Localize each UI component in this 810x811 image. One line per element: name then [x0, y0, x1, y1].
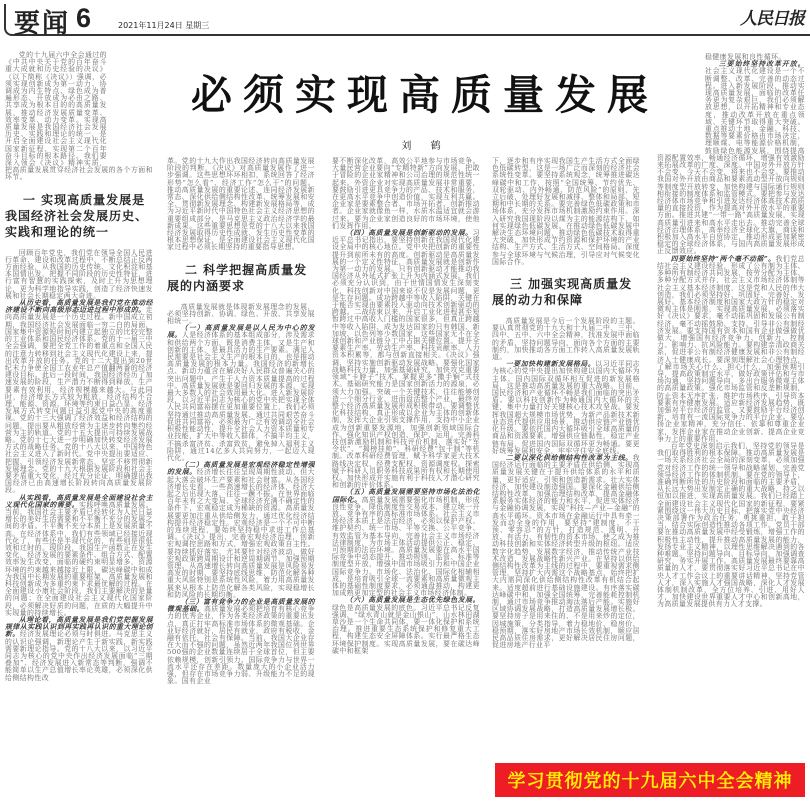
paragraph-lead: （四）高质量发展是创新驱动的发展。	[345, 229, 473, 238]
paragraph-lead: 从实践看，高质量发展是全面建设社会主义现代化国家的需要。	[5, 493, 153, 509]
paragraph-text: 党的十九届六中全会通过的《中共中央关于党的百年奋斗重大成就和历史经验的决议》（以下简称《决议》）强调，必须实现创新成为第一动力、协调成为内生特点、绿色成为普遍形态、开放成为必由之路、共享成为根本目的的高质量发展，推动经济发展质量变革、效率变革、动力变革。实现高质量发展是我国经济社会发展历史、实践和理论的统一，是开启全面建设社会主义现代化国家新征程、实现第二个百年奋斗目标的根本路径。我们要深入领会《决议》精神实质，把高质量发展贯穿经济社会发展的各个方面和环节。	[5, 51, 153, 182]
section-name: 要闻	[14, 9, 71, 39]
paragraph	[5, 250, 153, 300]
paragraph-text: 高质量发展是今后一个发展阶段的主题。要认真贯彻党的十九大和十九届二中、三中、四中、五中、六中全会精神，找准发展中面临的矛盾，坚持问题导向，面向各个方面的主要制约，加快推动各方面工作转入高质量发展轨道。	[492, 317, 640, 362]
topic-banner-text: 学习贯彻党的十九届六中全会精神	[507, 771, 793, 792]
paragraph-text: 下，逐步和有序实现我国生产生活方式全面绿色低碳转型，这是一场广泛而深刻的经济社会系统性变革。要坚持系统观念，统筹推进碳达峰碳中和工作，按照“全国统筹、节约优先、双轮驱动、内外畅通、防范风险”的原则，先立后破，处理好发展和减排、整体和局部、短期和中长期的关系。要完善绿色低碳政策和市场体系，充分发挥市场机制激励约束作用。深入研究我国现阶段以煤为主的能源结构下，如何实现绿色低碳发展。在推动绿色低碳发展中解决生态环境问题，推动绿色低碳技术取得重大突破，加快形成节约资源和保护环境的产业结构、生产方式、生活方式、空间格局。深度参与全球环境与气候治理，引导应对气候变化国际合作。	[492, 157, 640, 266]
paragraph	[492, 318, 640, 361]
paragraph-text: 稳健康发展和良性循环。	[705, 53, 786, 61]
paragraph-text: 人是经济体系的基本组成部分，涉及需求和供给两个方面，既是消费主体，又是生产和创新的主体，是最具活力的生产要素。满足人民需要是社会主义生产的根本目的，也是推动高质量发展的根本力量。我国经济的新增长点、新动力蕴含在解决好人民群众普遍关心的突出问题中，产生于人力资本质量提高的过程中。高质量发展就是要回归发展的本源，实现最大多数人的社会效用最大化。进入新发展阶段，以习近平同志为核心的党中央把实现全体人民共同富裕摆在更加重要位置上，我们必须坚持通过推动高质量发展、通过共同艰苦奋斗促进共同富裕，必须最为广泛有效调动全社会积极性能动性，提升全社会人力资本质量和专业技能，扩大中等收入群体，不搞平均主义，不搞杀富济贫、杀富致贫，避免掉入福利主义陷阱，通过14亿多人共同努力，一起迈入现代化。	[167, 331, 315, 462]
issue-date: 2021年11月24日 星期三	[118, 21, 210, 30]
paragraph-lead: （五）高质量发展需要坚持市场化法治化国际化。	[332, 488, 480, 504]
article-column-2	[167, 158, 315, 685]
paragraph-lead: 一要加快构建新发展格局。	[505, 360, 596, 369]
paragraph	[5, 495, 153, 617]
page-masthead	[0, 0, 810, 39]
paragraph	[5, 300, 153, 494]
paragraph-text: 高质量发展需要强化市场机制，形成良性竞争，降低制度性交易成本，建立统一开放、竞争有序的高标准市场体系。社会主义市场经济本质上是法治经济，必须以保护产权、维护契约、统一市场、平等交换、公平竞争、有效监管为基本导向，完善社会主义市场经济法律制度，为市场主体活动提供公正、稳定、可预期的法治环境。高质量发展要在高水平国际竞争中动态提升，推动规则、监管、标准等制度型开放，增强中国市场吸引力和中国企业国际竞争力。市场化、法治化、国际化相辅相成，是培育吸引全球一流要素和高质量微观主体的基础性制度要求，必须通盘推动，构建更加成熟更加定型的社会主义市场经济体制。	[332, 495, 480, 598]
paragraph	[167, 158, 315, 252]
paragraph	[167, 325, 315, 462]
page-number: 6	[76, 3, 92, 33]
paragraph	[492, 158, 640, 266]
paragraph-lead: 二要以深化供给侧结构性改革为主线。	[505, 453, 633, 462]
paragraph-text: 走向高质量发展是一个历史过程。新中国成立初期，我国经济社会发展面临一穷二白的局面，国家集中资源短时间内建立起独立的比较完整的工业体系和国民经济体系。党的十一届三中全会强调，要把全党工作的着重点和全国人民的注意力转移到社会主义现代化建设上来，提出改革开放的任务。党的十二大提出到20世纪末力争使全国工农业年总产值翻两番的经济建设目标。此后一段时间，我国经济经历了加速发展的阶段，生产潜力不断得到释放，生产要素有效利用，经济规模越来越大。与此同时，经济增长方式较为粗放，经济结构不合理，能源、资源、环境等约束日益凸显，经济发展方式转变问题日益引起党中央的高度重视。党的十三大强调了经济效益和经济结构的问题，提出要从粗放经营为主逐步转向集约经营为主的轨道。党的十五大提出可持续发展战略。党的十七大进一步明确加快转变经济发展方式的战略任务。党的十八大以来，中国特色社会主义进入了新时代。党中央提出要适应、把握、引领经济发展新常态，坚定不移贯彻新发展理念。党的十九大根据发展阶段和社会主要矛盾重大变化，经过充分论证，明确提出我国经济已由高速增长阶段转向高质量发展阶段。	[5, 306, 153, 495]
article-title: 必须实现高质量发展	[191, 71, 659, 119]
paragraph-lead: （二）高质量发展是宏观经济稳定性增强的发展。	[167, 461, 315, 477]
paragraph-text: 习近平总书记指出，要坚持创新在我国现代化建设全局中的核心地位。党中央把创新的重要性提升到前所未有的高度。创新驱动是高质量发展的一个定义性特征，高质量发展就是创新作为第一动力的发展。只有创新驱动才能推动我国经济从外延式扩张上升为内涵式发展。我们必须充分认识到，由于世情国情发生深刻变化，科技创新对中国来说不仅是发展问题，更是生存问题。成功跨越中等收入陷阱，关键在于能否实现由要素投入驱动向技术创新驱动的跨越。二战结束以来，开启工业化进程甚至短暂跨过中高收入门槛的国家很多，但真正跨越中等收入陷阱、成为发达国家的只有韩国、新加坡、以色列等少数国家，这些国家无不在全球创新和产业链分工中占据关键位置。提升全要素生产率、劳动生产率、科技贡献率、人力资本积累等，都与创新直接相关。《决议》强调，坚持实施创新驱动发展战略。要强化国家战略科技力量，加强基础研究，加快攻克重要领域“卡脖子”技术，掌握更多“撒手锏”式技术。基础研究能力是国家创新活力的源泉，必须大力加强。突破一个关键技术，往往能够创造一个细分行业，进而盘活整个产业，最终对整个经济高质量发展形成积极带动。要调整优化科技结构，真正形成以企业为主体的创新体制，发挥大企业引领支撑作用，支持中小企业成为创新重要发源地，加强创新领域国际合作。强化知识产权创造、保护、运用。完善科技创新激励机制和科技评价机制，落实好“军令状”、“揭榜挂帅”、科研经费“包干制”等机制。改革科研经费管理，赋予科学家更大技术路线决定权、经费支配权、资源调度权。探索赋予科研人员职务科技成果所有权和长期使用权。加快形成并实施有利于科技人才潜心研究和创新的评价体系。	[332, 229, 480, 490]
paragraph-lead: 从历史看，高质量发展是我们党在推动经济建设不断向高级形态迈进过程中形成的。	[5, 299, 153, 315]
paragraph-text: 百年党史深刻启示我们，坚持党的领导是我们取得胜利的根本保障。推动高质量发展是一场关系经济社会全局的深刻变革，必须加强党对经济工作的统一领导和战略谋划，完善党领导经济工作的体制机制。要在党的领导下，准确判断所处的历史阶段和面临的主要矛盾，从长远大势出发制定正确的重大战略，持之以恒加以推进，实现高质量发展。我们已经踏上全面建设社会主义现代化国家的新征程，要紧紧围绕这一伟大历史目标，把落实党中央经济决策部署作为政治任务，勇挑重担，敢于担当，结合实际创造性推动各项工作。党员干部要在推动高质量发展中经受锻炼，增强工作的积极性主动性，提升推动高质量发展的能力，发扬专业主义精神，以理性思维解决遇到的各种难题。坚持问题导向、目标导向，加强调查研究，务实开展工作。高质量发展最终要靠高质量的人才，要贯彻落实好习近平总书记在中央人才工作会议上的重要讲话精神，坚持党管人才，深入实施人才强国战略，深化人才发展体制机制改革，全方位培养、引进、用好人才，加快建设世界重要人才中心和创新高地，为高质量发展提供有力人才支撑。	[657, 441, 805, 609]
paragraph-text: 要不断深化改革，高效公平地参与市场竞争。大量民营企业要向“专精特新”方向发展，把敢于冒险的企业家精神和公司治理的规范性统一起来。外资企业对实现高质量发展非常重要，要鼓励引进更具竞争力的产品、技术和服务，在更高水平竞争中创造价值，实现互利共赢。企业家是要素整合者、市场开拓者、创新推动者。企业家就像鱼一样，水质水温适宜就会游过来。要为企业家创造良好的市场环境，使他们发挥作用。	[332, 157, 480, 230]
article-column-4	[492, 158, 640, 649]
paragraph-text: 革。党的十九大作出我国经济转向高质量发展阶段的判断，《决议》对高质量发展作了进一步强调。这些思想环环相扣，系统回答了经济形势“怎么看”、经济工作“怎么干”的问题。推动高质量发展的重要论述，连同经济发展新常态、深化供给侧结构性改革、统筹发展和安全、贯彻新发展理念、构建新发展格局等，成为习近平新时代中国特色社会主义经济思想的重要组成部分，是马克思主义政治经济学的最新成果。这些重要思想是党的十八大以来我国经济发展取得历史性成就、发生历史性变革的根本思想保证，是全面建设社会主义现代化国家过程中必须长期坚持的重要指导思想。	[167, 157, 315, 252]
article-author: 刘 鹤	[401, 141, 449, 152]
article-column-5	[657, 54, 805, 609]
paragraph-text: 经济发展理论必须与时俱进。马克思主义的认识论强调，新理论产生于新实践，新实践需要新理论指导。党的十八大以来，以习近平同志为核心的党中央作出经济发展面临“三期叠加”、经济发展进入新常态等判断，强调不能简单以生产总值增长率论英雄，必须深化供给侧结构性改	[5, 630, 153, 682]
paragraph-text: 高质量发展必须把培育有核心竞争力的优秀企业，作为各类经济政策的重要出发点，真正打牢高标准市场体系的微观基础。企业好经济就好，居民有就业，政府有税收，金融有依托，社会有保障。当前，我国大企业存在大而不强的问题，虽然近两年我国位列世界500强的企业数量连续居于全球首位，但主要依赖规模，创新引领力、国际竞争力与世界一流水平还存在差距。数量庞大的小企业活力强，但存在市场竞争力弱、升级能力不足的现象。国有企业	[167, 605, 315, 686]
paragraph-text: 回顾百年党史，我们党在领导全国人民进行革命、建设和改革过程中，不断总结正反两方面经验，从我国的历史传统、文化积淀和基本国情出发，把握不同阶段的历史性特征，进行富有智慧的实践探索，及时上升为思想理论，更为科学地指导实践，创造了经济快速发展和社会长期稳定两大奇迹。	[5, 248, 153, 300]
paragraph	[657, 443, 805, 609]
section-heading: 三 加强实现高质量发展的动力和保障	[492, 277, 633, 308]
paragraph-lead: 三要始终坚持改革开放。	[718, 60, 805, 69]
paragraph-text: 绿色是高质量发展的底色。习近平总书记反复强调，“绿水青山就是金山银山”，山水林田湖草沙是一个生命共同体，要一体化保护和系统治理。推进重要生态系统保护和修复重大工程，构建生态安全屏障体系。实行最严格生态环境保护制度。实现高质量发展，要在碳达峰碳中和框架	[332, 603, 480, 655]
paragraph-lead: 四要始终坚持“两个毫不动摇”。	[670, 254, 776, 263]
paragraph-lead: 从理论看，高质量发展是我们党把握发展规律从实践认识到再实践再认识的重大理论创新。	[5, 616, 153, 639]
paragraph	[5, 617, 153, 682]
section-heading: 二 科学把握高质量发展的内涵要求	[167, 262, 308, 293]
masthead-rule	[12, 34, 810, 36]
paragraph	[492, 361, 640, 455]
paragraph	[167, 304, 315, 326]
paragraph	[332, 230, 480, 489]
paragraph	[332, 597, 480, 655]
paragraph-text: 我国经济运行面临的主要矛盾在供给侧，实现高质量发展关键在于提升供给体系的水平和质量，更好适应、引领和创造新需求。壮大实体经济，加快建设制造强国。要深化金融供给侧结构性改革，加强治理结构改革，提高金融体系服务实体经济的能力和水平，促进实体经济与金融协调发展，实现“科技—产业—金融”的高水平循环。资本市场在金融运行中具有牵一发而动全身的作用，要坚持“建制度、不干预、零容忍”的方针，打造规范、透明、开放、有活力、有韧性的资本市场，使之成为推动科技创新和实体经济转型升级的枢纽。适应数字化趋势，发展数字经济，推动传统产业技术改造，发展战略性新兴产业。在坚持以供给侧结构性改革为主线的过程中，要重视需求侧管理，坚持扩大内需这个战略基点，始终把扩大内需同深化供给侧结构性改革有机结合起来。适度超前进行基础设施建设。有序落实碳达峰碳中和，加强全国统筹，完善能耗控制机制，通过市场竞争推动淘汰落后产能。实施好区域协调发展战略，打造高质量发展增长极。要坚持房子是用来住的、不是用来炒的定位，因城施策，分类指导，着力稳地价、稳房价、稳预期，落实好房地产市场长效机制，顺应居民高品质住房需求，更好解决居民住房问题，促进房地产行业平	[492, 453, 640, 650]
paragraph-lead: （一）高质量发展是以人民为中心的发展。	[167, 324, 315, 340]
paragraph-text: 高质量发展就是体现新发展理念的发展，必须坚持创新、协调、绿色、开放、共享发展相统一。	[167, 302, 315, 326]
paragraph	[492, 455, 640, 649]
newspaper-logo: 人民日报	[740, 9, 804, 29]
paragraph	[657, 256, 805, 443]
paragraph	[332, 158, 480, 230]
paragraph-lead: （三）富有竞争力的企业是高质量发展的微观基础。	[167, 597, 315, 614]
paragraph-text: 以习近平同志为核心的党中央提出加快构建以国内大循环为主体、国内国际双循环相互促进的新发展格局，这是推动高质量发展的重大战略。目前，国民经济和产业循环不畅是我们面临的突出矛盾。要以科技创新作为畅通国内大循环的关键，集中力量打好关键核心技术攻坚战。要发挥我国超大规模市场优势，为新产品新技术新业态迭代提供应用场景，推动供应链产业链优化升级。要依托国内大循环吸引全球高质量的商品和资源要素，增强供应链黏性，稳定产业链布局，促进国内国际双循环更为畅通。要更好统筹发展和安全，牢牢守住安全底线。	[492, 360, 640, 455]
masthead-bracket	[4, 4, 14, 36]
paragraph-text: 实践呼唤高质量发展。当前，我国社会主要矛盾已经转化为人民日益增长的美好生活需要和不平衡不充分的发展之间的矛盾。不平衡不充分本质上是发展质量不高。在经济体系中，我们有些领域已经接近现代化了，有些还是半现代化的，有些则是很低效和过时的。现阶段，我国生产函数正在发生变化，经济发展的要素条件、组合方式、配置效率发生改变，面临的硬约束明显增多，资源环境的约束越来越接近上限，碳达峰碳中和成为我国中长期发展的重要框架，高质量发展和科技创新成为多重约束下求最优解的过程。在全面建设小康社会阶段，我们主要解决的是量的问题；在全面建设社会主义现代化国家阶段，必须解决好质的问题，在质的大幅提升中实现量的持续增长。	[5, 500, 153, 617]
paragraph	[332, 489, 480, 597]
paragraph	[167, 599, 315, 685]
section-heading: 一 实现高质量发展是我国经济社会发展历史、实践和理论的统一	[5, 192, 149, 239]
paragraph-lead: （六）高质量发展是生态优先绿色发展。	[345, 596, 480, 605]
paragraph-text: 我们党总结社会主义建设经验，形成了公有制为主体、多种所有制经济共同发展，按劳分配为主体、多种分配方式并存，社会主义市场经济体制等社会主义基本经济制度，这是党和人民的伟大创造，我们必须坚持好、巩固好、完善好、发展好。基本经济制度和国家大政方针的稳定对微观主体是刚需，实现高质量发展，必须落实好《决议》要求，毫不动摇巩固和发展公有制经济，毫不动摇鼓励、支持、引导非公有制经济发展。要支持国有资本和国有企业做强做优做大，增强国有经济竞争力、创新力、控制力、影响力、抗风险能力。要构建亲清政商关系，促进非公有制经济健康发展和非公有制经济人士健康成长。要深刻理解社会心理特点，了解市场关心什么、担心什么，加强预期引导，提高政策制定水平，做好政策评估和与市场沟通，坚持问题导向，多出台服务微观主体的高质量政策。强化市场监管和反垄断规制，防止资本无序扩张，维护市场秩序，引导资本要素有序健康发展。适应新经济发展趋势，既加强对平台经济的监管，又要鼓励平台经济创新，培育有一流国际竞争力的平台企业。要弘扬企业家精神，充分信任、依靠和尊重企业家，发挥企业家在推动企业创新、提高企业竞争力上的重要作用。	[657, 254, 805, 443]
article-column-1	[5, 52, 153, 682]
topic-banner[interactable]	[495, 763, 805, 797]
paragraph-text: 社会主义现代化建设是一个不断调整、改革、完善的动态过程。进入新发展阶段，推动实现高质量发展，面临的改革任务更为复杂艰巨，我们必须解放思想，以开拓精神和专业态度，推动改革开放在重点领域、关键环节取得重大突破。重点推动土地、金融、科技、数据等要素价格由市场决定，理顺煤、电等能源价格机制，鼓励绿色能源发展，围绕提高资源配置效率，畅通经济循环，增强有效激励来拓展改革的广度、深度。中国对外开放方针不会变，今天不会变，将来也不会变。要推动我国对外开放由商品和要素流动型开放向规则等制度型开放转变，加快构建与国际通行规则相衔接的制度体系和监管模式。要把参与发达经济体市场竞争和引进发达经济体高技术高质量的直接投资，作为提高对外开放水平的重要方面。推进共建“一带一路”高质量发展，实现高质量引进来和高水平走出去。推动完善全球经济治理体系，高举经济全球化大旗，商谈和积极加入高水平自贸协定，推动形成更加紧密稳定的全球经济体系，与国内高质量发展形成正反馈效应。	[657, 67, 805, 256]
paragraph	[167, 462, 315, 599]
article-column-3	[332, 158, 480, 655]
paragraph-text: 经济增长往往呈现周期性波动，但大起大落会破坏生产要素和社会财富。从各国经济增长史看，一些高速增长的经济体，经济大起之后出现大落，往往一蹶不振。在世界面临百年未有之大变局、全球经济充满不确定性的条件下，宏观稳定成为稀缺的资源。高质量发展要更加注重从供给侧发力，通过优化经济结构提升经济稳定性。宏观经济是一个不可中断的连续进程，要始终坚持稳中求进工作总基调。《决议》提出，完善宏观经济治理，创新宏观调控思路和方式，增强宏观政策自主性。要持续抓好落实，尤其要针对经济波动，做好宏观政策跨周期设计和逆周期调节，加强预期管理。从高速增长转向高质量发展是风险易发高发的时期，要坚持底线思维，防范化解各种重大风险特别是系统性风险，着力用高质量发展来从根本上防范化解各类风险，实现稳增长和防风险的长期均衡。	[167, 468, 315, 599]
